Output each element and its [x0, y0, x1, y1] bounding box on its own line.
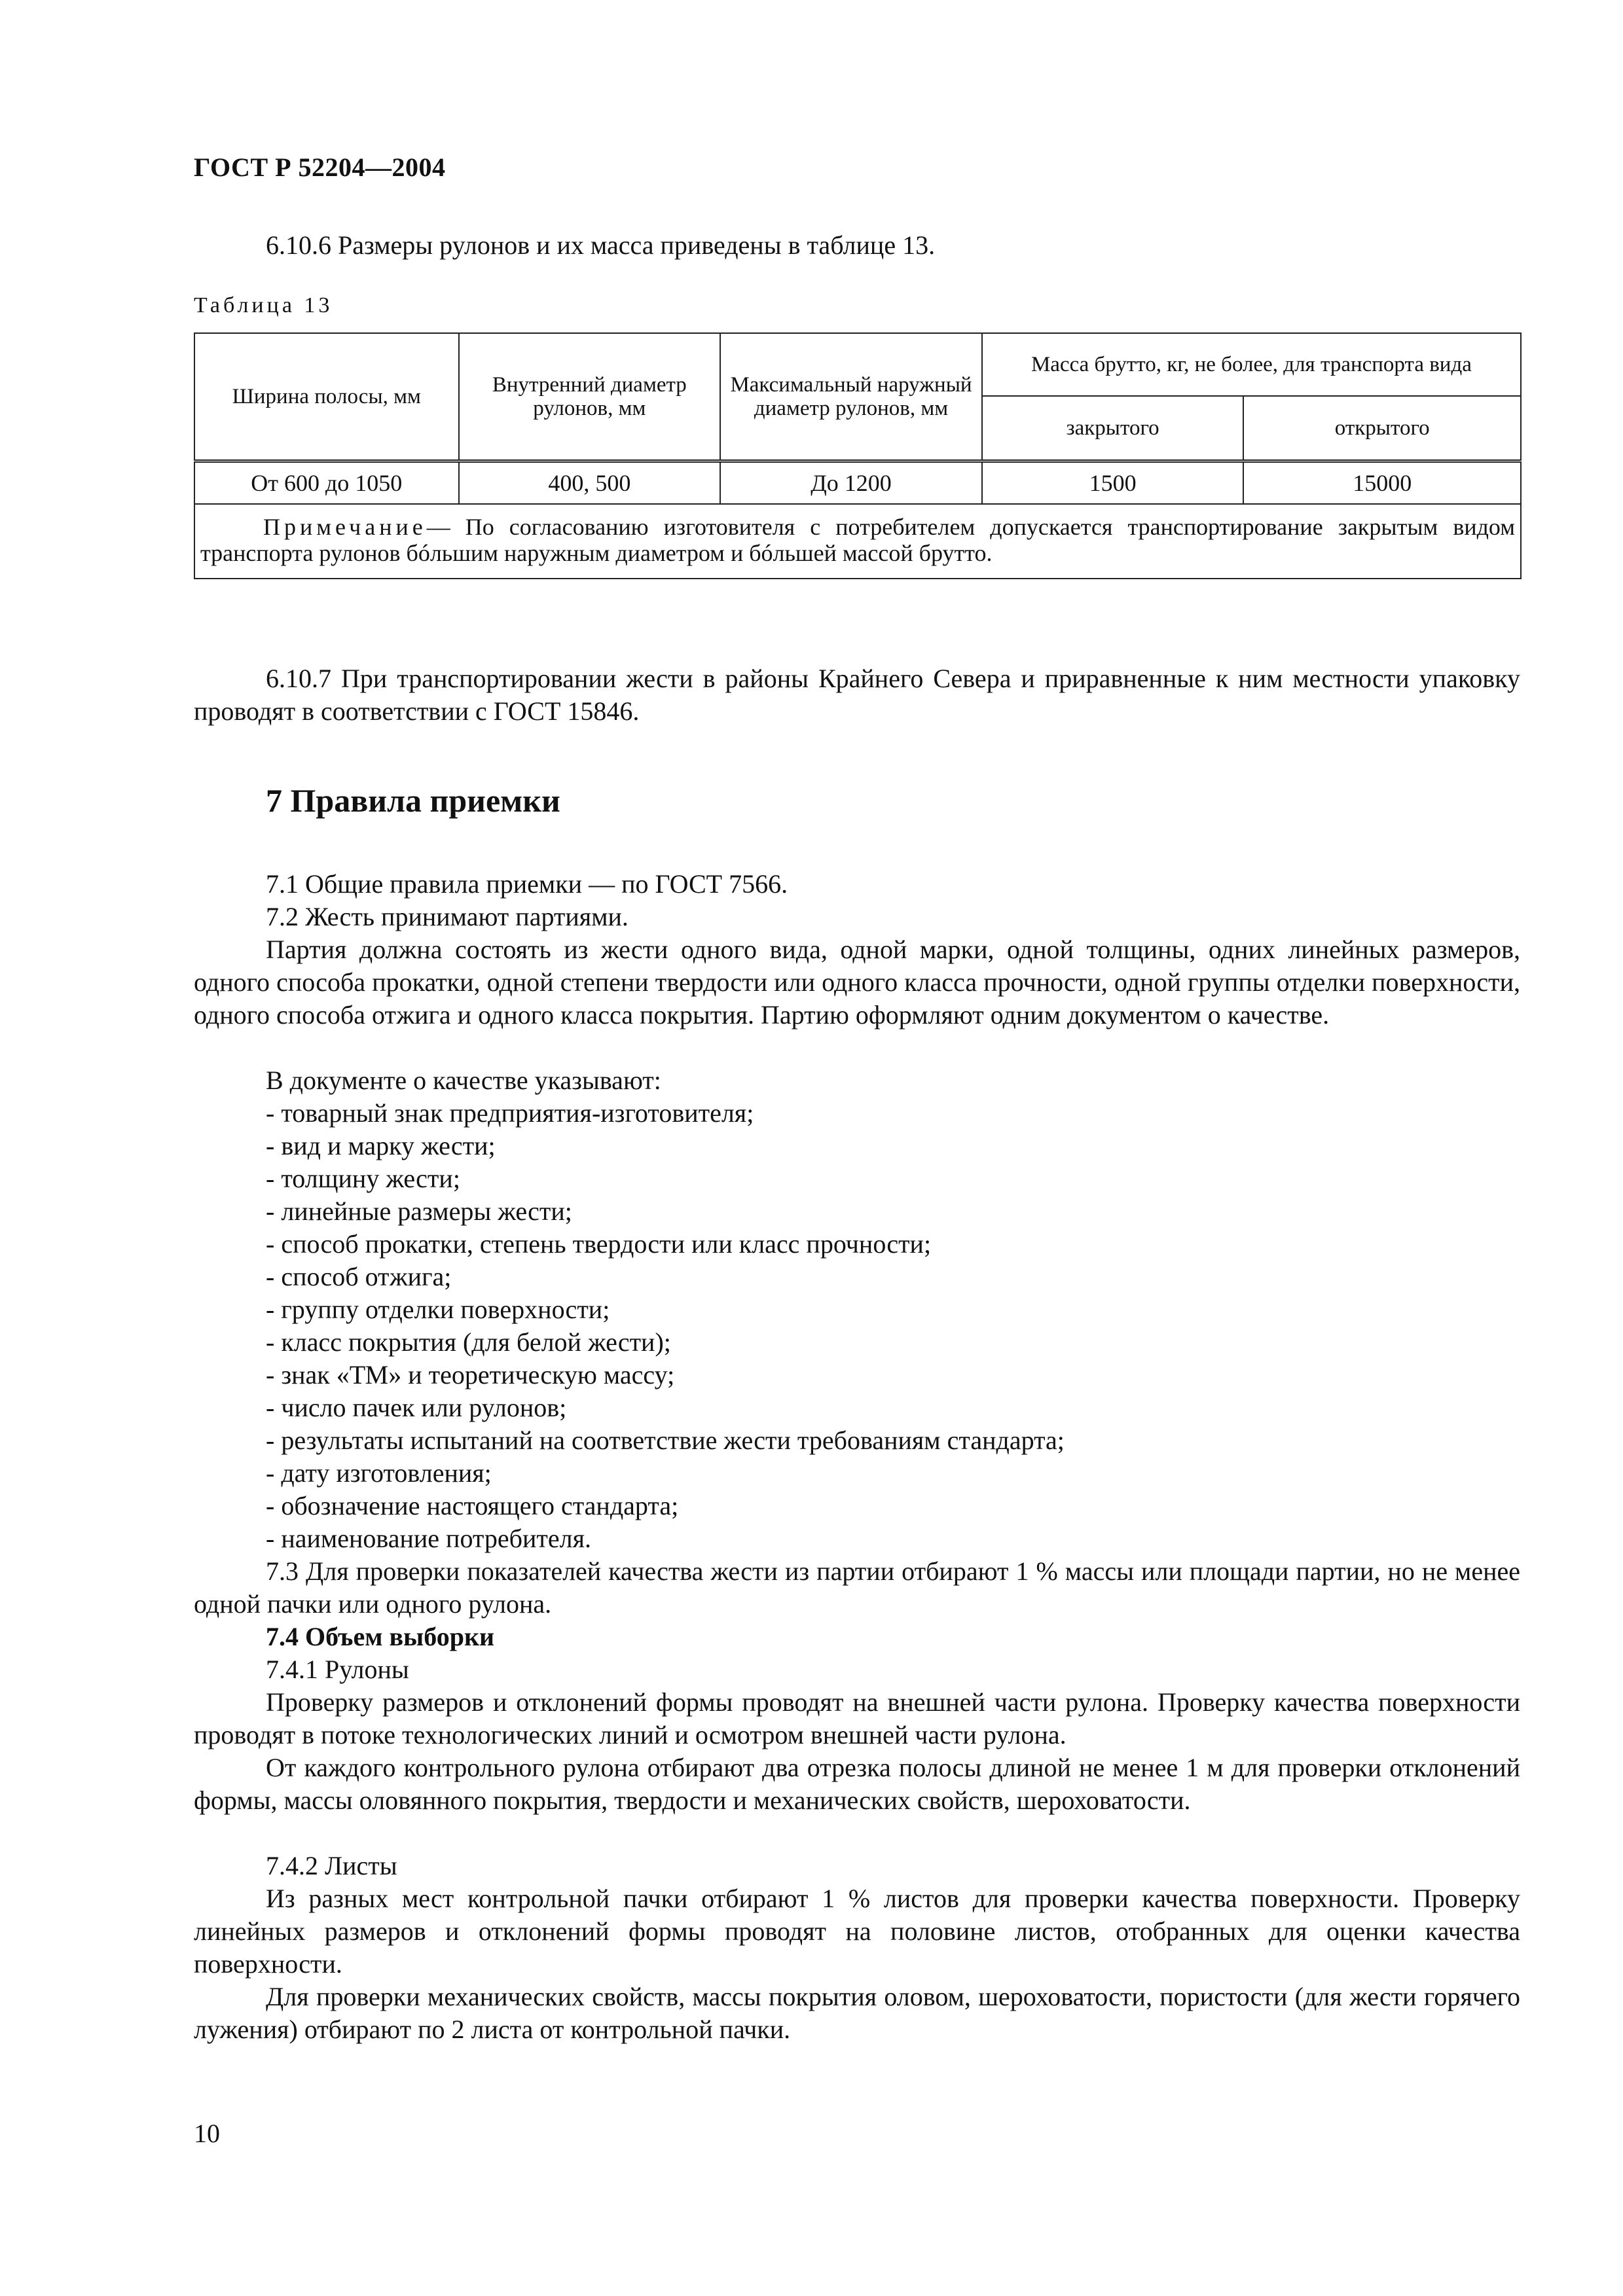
- list-item: - способ отжига;: [266, 1262, 452, 1291]
- list-item: - толщину жести;: [266, 1164, 460, 1193]
- header-open-transport: открытого: [1243, 396, 1521, 461]
- heading-7-4-1: 7.4.1 Рулоны: [266, 1655, 409, 1684]
- table-row: [194, 461, 1521, 505]
- list-item: - знак «ТМ» и теоретическую массу;: [266, 1360, 675, 1390]
- list-item: - дату изготовления;: [266, 1458, 492, 1488]
- list-item: - класс покрытия (для белой жести);: [266, 1327, 671, 1357]
- cell-width: От 600 до 1050: [194, 461, 459, 505]
- list-item: - товарный знак предприятия-изготовителя;: [266, 1098, 754, 1128]
- paragraph-7-1: 7.1 Общие правила приемки — по ГОСТ 7566.: [266, 869, 788, 899]
- paragraph-sheets-2: Для проверки механических свойств, массы покрытия оловом, шероховатости, пористости (для жести горячего лужения) отбирают по 2 листа от контрольной пачки.: [194, 1982, 1520, 2044]
- list-item: - число пачек или рулонов;: [266, 1393, 567, 1422]
- list-item: - обозначение настоящего стандарта;: [266, 1491, 679, 1520]
- table-caption: Таблица 13: [194, 293, 333, 317]
- header-inner-diameter: Внутренний диаметр рулонов, мм: [459, 333, 721, 461]
- heading-7-4: 7.4 Объем выборки: [266, 1622, 495, 1651]
- header-closed-transport: закрытого: [982, 396, 1244, 461]
- paragraph-sheets-1: Из разных мест контрольной пачки отбирают 1 % листов для проверки качества поверхности. Проверку линейных размеров и отклонений формы проводят на половине листов, отобранных для оценки качества поверхности.: [194, 1884, 1520, 1979]
- document-header: ГОСТ Р 52204—2004: [194, 152, 446, 182]
- cell-inner-diameter: 400, 500: [459, 461, 721, 505]
- list-item: - вид и марку жести;: [266, 1131, 496, 1160]
- page-number: 10: [194, 2119, 220, 2148]
- heading-7-4-2: 7.4.2 Листы: [266, 1851, 397, 1880]
- header-outer-diameter: Максимальный наружный диаметр рулонов, мм: [720, 333, 982, 461]
- paragraph-6-10-6: 6.10.6 Размеры рулонов и их масса приведены в таблице 13.: [266, 230, 936, 260]
- cell-open-mass: 15000: [1243, 461, 1521, 505]
- list-item: - группу отделки поверхности;: [266, 1295, 610, 1324]
- list-item: - линейные размеры жести;: [266, 1196, 572, 1226]
- paragraph-6-10-7: 6.10.7 При транспортировании жести в районы Крайнего Севера и приравненные к ним местности упаковку проводят в соответствии с ГОСТ 15846.: [194, 664, 1520, 726]
- paragraph-doc-intro: В документе о качестве указывают:: [266, 1066, 661, 1095]
- cell-closed-mass: 1500: [982, 461, 1244, 505]
- section-title: 7 Правила приемки: [266, 782, 560, 819]
- list-item: - результаты испытаний на соответствие жести требованиям стандарта;: [266, 1426, 1065, 1455]
- paragraph-7-3: 7.3 Для проверки показателей качества жести из партии отбирают 1 % массы или площади партии, но не менее одной пачки или одного рулона.: [194, 1556, 1520, 1619]
- table-note: [194, 504, 1521, 579]
- paragraph-rolls-2: От каждого контрольного рулона отбирают два отрезка полосы длиной не менее 1 м для проверки отклонений формы, массы оловянного покрытия, твердости и механических свойств, шероховатости.: [194, 1753, 1520, 1815]
- table-13: [194, 332, 1522, 579]
- note-text: — По согласованию изготовителя с потребителем допускается транспортирование закрытым видом транспорта рулонов бóльшим наружным диаметром и бóльшей массой брутто.: [200, 514, 1515, 566]
- header-strip-width: Ширина полосы, мм: [194, 333, 459, 461]
- list-item: - наименование потребителя.: [266, 1524, 591, 1553]
- note-label: Примечание: [263, 514, 427, 540]
- list-item: - способ прокатки, степень твердости или класс прочности;: [266, 1229, 932, 1259]
- cell-outer-diameter: До 1200: [720, 461, 982, 505]
- paragraph-rolls-1: Проверку размеров и отклонений формы проводят на внешней части рулона. Проверку качества поверхности проводят в потоке технологических линий и осмотром внешней части рулона.: [194, 1687, 1520, 1749]
- paragraph-party: Партия должна состоять из жести одного вида, одной марки, одной толщины, одних линейных размеров, одного способа прокатки, одной степени твердости или одного класса прочности, одной группы отделки поверхности, одного способа отжига и одного класса покрытия. Партию оформляют одним документом о качестве.: [194, 935, 1520, 1030]
- paragraph-7-2: 7.2 Жесть принимают партиями.: [266, 902, 629, 931]
- header-gross-mass: Масса брутто, кг, не более, для транспорта вида: [982, 333, 1521, 396]
- doc-items-list: [266, 1097, 1510, 1555]
